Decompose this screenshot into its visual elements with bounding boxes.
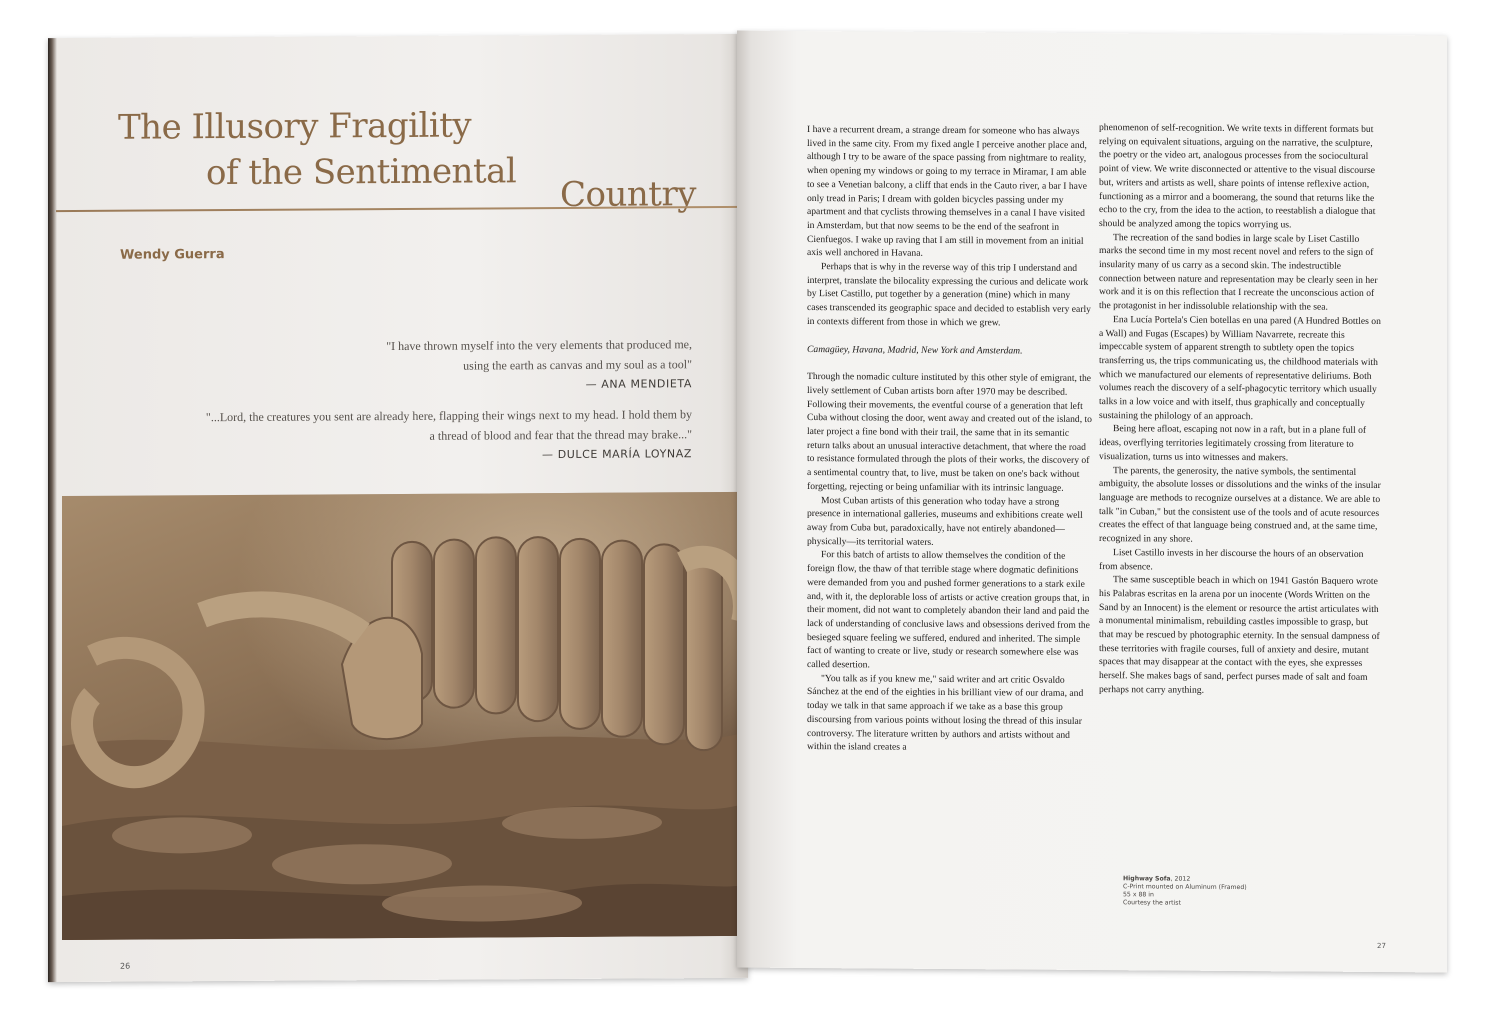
epigraph-line: a thread of blood and fear that the thread may brake...": [429, 427, 692, 443]
left-page: [48, 34, 748, 982]
page-number-right: 27: [1377, 941, 1386, 951]
paragraph: Ena Lucía Portela's Cien botellas en una pared (A Hundred Bottles on a Wall) and Fugas (Escapes) by William Navarrete, recreate this impeccable system of apparent strength to subtlety open the topics transferring us, the trips communicating us, the childhood materials with which we manufactured our elements of representative deliriums. Both volumes reach the discovery of a self-phagocytic territory which usually talks in a low voice and with itself, thus graphically and conceptually sustaining the philology of an approach.: [1099, 313, 1381, 422]
paragraph: For this batch of artists to allow themselves the condition of the foreign flow, the thaw of that terrible stage where dogmatic definitions were demanded from you and pushed former generations to a stark exile and, with it, the deplorable loss of artists or active creation groups that, in their moment, did not want to completely abandon their land and paid the lack of understanding of conclusive laws and obsessions derived from the besieged square feeling we suffered, endured and inherited. The simple fact of wanting to create or live, study or research somewhere else was called desertion.: [807, 549, 1090, 671]
paragraph: Most Cuban artists of this generation who today have a strong presence in international galleries, museums and exhibitions create well away from Cuba but, paradoxically, have not entirely abandoned—physically—its territorial waters.: [807, 494, 1083, 548]
epigraph-loynaz: [92, 404, 692, 468]
right-page: [737, 31, 1447, 973]
caption-year: , 2012: [1170, 875, 1191, 883]
paragraph: phenomenon of self-recognition. We write texts in different formats but relying on equivalent situations, arguing on the narrative, the sculpture, the poetry or the video art, analogous processes from the sociocultural point of view. We write disconnected or attentive to the visual discourse but, writers and artists as well, share points of intense reflexive action, functioning as a mirror and a boomerang, the sound that returns like the echo to the cry, from the idea to the action, to reestablish a dialogue that should be analyzed among the topics worrying us.: [1099, 122, 1376, 231]
paragraph: Being here afloat, escaping not now in a raft, but in a plane full of ideas, overflying territories legitimately crossing from literature to visualization, turns us into witnesses and makers.: [1099, 423, 1367, 464]
paragraph: Perhaps that is why in the reverse way of this trip I understand and interpret, translate the bilocality expressing the curious and delicate work by Liset Castillo, put together by a generation (mine) which in many cases transcended its geographic space and decided to establish very early in contexts different from those in which we grew.: [807, 261, 1091, 329]
epigraph-line: "...Lord, the creatures you sent are already here, flapping their wings next to my head. I hold them by: [205, 407, 692, 425]
italic-line: Camagüey, Havana, Madrid, New York and Amsterdam.: [807, 343, 1023, 357]
text-column-1: [807, 123, 1092, 756]
paragraph: "You talk as if you knew me," said writer and art critic Osvaldo Sánchez at the end of the eighties in his brilliant view of our drama, and today we talk in that same approach if we take as a base this group discoursing from various points without losing the thread of this insular controversy. The literature written by authors and artists without and within the island creates a: [807, 672, 1084, 753]
paragraph: Liset Castillo invests in her discourse the hours of an observation from absence.: [1099, 546, 1364, 572]
epigraph-mendieta: [272, 334, 692, 397]
sand-sofa-sculpture-icon: [62, 492, 748, 940]
photo-caption: [1123, 875, 1323, 908]
article-title-line-3: Country: [560, 174, 696, 216]
caption-dimensions: 55 x 88 in: [1123, 891, 1154, 899]
epigraph-line: "I have thrown myself into the very elements that produced me,: [386, 337, 692, 354]
article-title-line-1: The Illusory Fragility: [118, 105, 472, 148]
paragraph: The same susceptible beach in which on 1941 Gastón Baquero wrote his Palabras escritas en la arena por un inocente (Words Written on the Sand by an Innocent) is the element or resource the artist articulates with a monumental minimalism, rebuilding castles impossible to grasp, but that may be rescued by photographic eternity. In the sensual dampness of these territories with fragile courses, full of anxiety and desire, mutant spaces that may disappear at the contact with the eyes, she expresses herself. She makes bags of sand, perfect purses made of salt and foam perhaps not carry anything.: [1099, 574, 1380, 696]
paragraph: The parents, the generosity, the native symbols, the sentimental ambiguity, the absolute losses or dissolutions and the winks of the insular language are methods to recognize ourselves at a distance. We are able to talk "in Cuban," but the consistent use of the tools and of acute resources creates the effect of that language being construed and, at the same time, recognized in any shore.: [1099, 464, 1381, 545]
page-number-left: 26: [120, 961, 131, 971]
paragraph: The recreation of the sand bodies in large scale by Liset Castillo marks the second time in my most recent novel and refers to the sign of insularity many of us carry as a second skin. The indestructible connection between nature and representation may be clearly seen in her work and it is on this reflection that I recreate the unconscious action of the protagonist in her indissoluble relationship with the sea.: [1099, 231, 1378, 313]
text-column-2: [1099, 121, 1384, 699]
caption-medium: C-Print mounted on Aluminum (Framed): [1123, 883, 1247, 892]
article-title-line-2: of the Sentimental: [206, 151, 517, 194]
epigraph-line: using the earth as canvas and my soul as a tool": [463, 357, 692, 373]
sand-sofa-photo: [62, 492, 748, 940]
paragraph: Through the nomadic culture instituted by this other style of emigrant, the lively settlement of Cuban artists born after 1970 may be described. Following their movements, the eventful course of a generation that left Cuba without closing the door, went away and created out of the island, to later project a fine bond with their trail, the same that in its semantic return talks about an unusual interactive detachment, that where the road to resistance formulated through the plots of their works, the discovery of a sentimental country that, to live, must be taken on one's back without forgetting, rejecting or being unfamiliar with its intrinsic language.: [807, 371, 1092, 494]
caption-credit: Courtesy the artist: [1123, 899, 1181, 907]
caption-title: Highway Sofa: [1123, 875, 1171, 883]
paragraph: I have a recurrent dream, a strange dream for someone who has always lived in the same city. From my fixed angle I perceive another place and, although I try to be aware of the space passing from nightmare to reality, when opening my windows or going to my terrace in Miramar, I am able to see a Venetian balcony, a cliff that ends in the Cauto river, a bar I have only tread in Paris; I dream with golden bicycles passing under my apartment and that cyclists throwing themselves in a canal I have visited in Amsterdam, but that now seems to be the end of the seafront in Cienfuegos. I wake up raving that I am still in movement from an initial axis well anchored in Havana.: [807, 124, 1087, 260]
author-byline: Wendy Guerra: [120, 247, 225, 263]
epigraph-attribution: — ANA MENDIETA: [585, 377, 692, 391]
epigraph-attribution: — DULCE MARÍA LOYNAZ: [542, 447, 692, 462]
